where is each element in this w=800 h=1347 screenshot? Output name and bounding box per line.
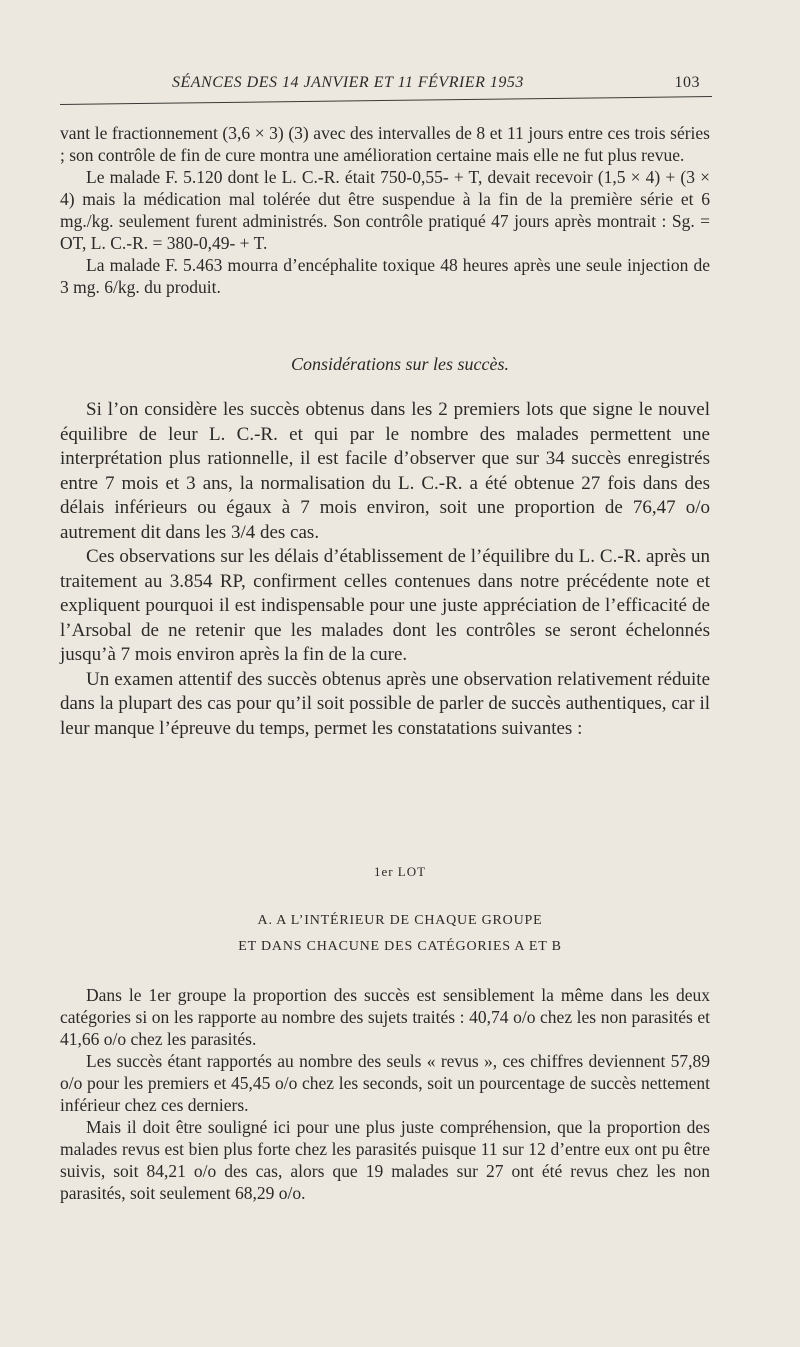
lot-heading: 1er LOT xyxy=(373,864,427,879)
text-block-continuation xyxy=(60,122,710,298)
subheading-line: ET DANS CHACUNE DES CATÉGORIES A ET B xyxy=(238,939,562,954)
paragraph: Dans le 1er groupe la proportion des succès est sensiblement la même dans les deux catégories si on les rapporte au nombre des sujets traités : 40,74 o/o chez les non parasités et 41,66 o/o chez les parasités. xyxy=(60,985,710,1049)
text-block-considerations xyxy=(60,398,710,741)
paragraph: Un examen attentif des succès obtenus après une observation relativement réduite dans la plupart des cas pour qu’il soit possible de parler de succès authentiques, car il leur manque l’épreuve du temps, permet les constatations suivantes : xyxy=(60,668,710,739)
header-rule xyxy=(60,96,712,105)
paragraph: vant le fractionnement (3,6 × 3) (3) avec des intervalles de 8 et 11 jours entre ces trois séries ; son contrôle de fin de cure montra une amélioration certaine mais elle ne fut plus revue. xyxy=(60,123,710,165)
section-heading: Considérations sur les succès. xyxy=(291,354,509,374)
paragraph: Le malade F. 5.120 dont le L. C.-R. était 750-0,55- + T, devait recevoir (1,5 × 4) + (3 × 4) mais la médication mal tolérée dut être suspendue à la fin de la première série et 6 mg./kg. seulement furent administrés. Son contrôle pratiqué 47 jours après montrait : Sg. = OT, L. C.-R. = 380-0,49- + T. xyxy=(60,167,710,253)
paragraph: Mais il doit être souligné ici pour une plus juste compréhension, que la proportion des malades revus est bien plus forte chez les parasités puisque 11 sur 12 d’entre eux ont pu être suivis, soit 84,21 o/o des cas, alors que 19 malades sur 27 ont été revus chez les non parasités, soit seulement 68,29 o/o. xyxy=(60,1117,710,1203)
subsection-heading xyxy=(0,908,800,960)
paragraph: Ces observations sur les délais d’établissement de l’équilibre du L. C.-R. après un traitement au 3.854 RP, confirment celles contenues dans notre précédente note et expliquent pourquoi il est indispensable pour une juste appréciation de l’efficacité de l’Arsobal de ne retenir que les malades dont les contrôles se seront échelonnés jusqu’à 7 mois environ après la fin de la cure. xyxy=(60,546,710,665)
paragraph: La malade F. 5.463 mourra d’encéphalite toxique 48 heures après une seule injection de 3 mg. 6/kg. du produit. xyxy=(60,255,710,297)
page-number: 103 xyxy=(674,74,700,91)
paragraph: Les succès étant rapportés au nombre des seuls « revus », ces chiffres deviennent 57,89 o/o pour les premiers et 45,45 o/o chez les seconds, soit un pourcentage de succès nettement inférieur chez ces derniers. xyxy=(60,1051,710,1115)
subheading-line: A. A L’INTÉRIEUR DE CHAQUE GROUPE xyxy=(257,913,543,928)
text-block-first-lot xyxy=(60,984,710,1204)
running-header xyxy=(172,74,712,92)
running-title: SÉANCES DES 14 JANVIER ET 11 FÉVRIER 1953 xyxy=(172,74,524,91)
paragraph: Si l’on considère les succès obtenus dans les 2 premiers lots que signe le nouvel équilibre de leur L. C.-R. et qui par le nombre des malades permettent une interprétation plus rationnelle, il est facile d’observer que sur 34 succès enregistrés entre 7 mois et 3 ans, la normalisation du L. C.-R. a été obtenue 27 fois dans des délais inférieurs ou égaux à 7 mois environ, soit une proportion de 76,47 o/o autrement dit dans les 3/4 des cas. xyxy=(60,399,710,543)
